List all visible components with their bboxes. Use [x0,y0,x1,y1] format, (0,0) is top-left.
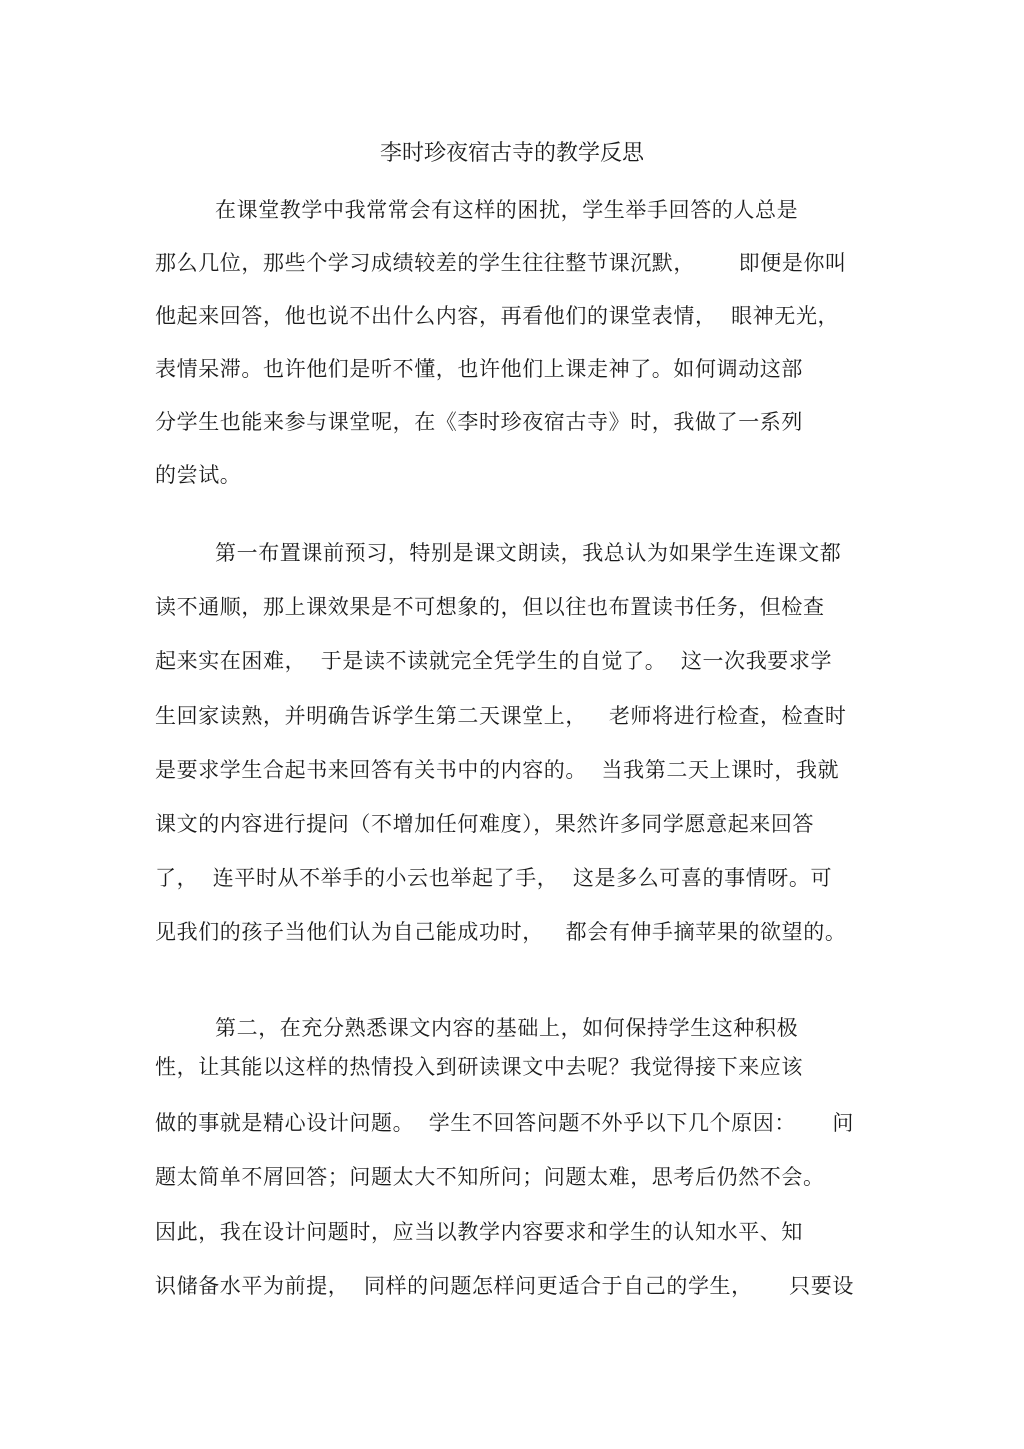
paragraph-1-line-4: 表情呆滞。也许他们是听不懂，也许他们上课走神了。如何调动这部 [155,357,803,381]
paragraph-1-line-6: 的尝试。 [155,463,242,487]
paragraph-2-line-6: 课文的内容进行提问（不增加任何难度），果然许多同学愿意起来回答 [155,812,815,836]
document-title: 李时珍夜宿古寺的教学反思 [379,141,644,166]
paragraph-2-line-5: 是要求学生合起书来回答有关书中的内容的。 当我第二天上课时，我就 [155,758,840,782]
paragraph-1-line-3: 他起来回答，他也说不出什么内容，再看他们的课堂表情， 眼神无光， [155,304,840,328]
paragraph-1-line-1: 在课堂教学中我常常会有这样的困扰，学生举手回答的人总是 [215,198,799,222]
paragraph-2-line-1: 第一布置课前预习，特别是课文朗读，我总认为如果学生连课文都 [215,541,842,565]
paragraph-3-line-2: 性，让其能以这样的热情投入到研读课文中去呢？我觉得接下来应该 [155,1055,803,1079]
paragraph-3-line-6: 识储备水平为前提， 同样的问题怎样问更适合于自己的学生， 只要设 [155,1274,854,1298]
paragraph-2-line-4: 生回家读熟，并明确告诉学生第二天课堂上， 老师将进行检查，检查时 [155,704,847,728]
paragraph-3-line-3: 做的事就是精心设计问题。 学生不回答问题不外乎以下几个原因： 问 [155,1111,854,1135]
paragraph-2-line-2: 读不通顺，那上课效果是不可想象的，但以往也布置读书任务，但检查 [155,595,825,619]
paragraph-1-line-5: 分学生也能来参与课堂呢，在《李时珍夜宿古寺》时，我做了一系列 [155,410,803,434]
paragraph-2-line-3: 起来实在困难， 于是读不读就完全凭学生的自觉了。 这一次我要求学 [155,649,833,673]
paragraph-1-line-2: 那么几位，那些个学习成绩较差的学生往往整节课沉默， 即便是你叫 [155,251,847,275]
paragraph-2-line-7: 了， 连平时从不举手的小云也举起了手， 这是多么可喜的事情呀。可 [155,866,833,890]
paragraph-3-line-1: 第二，在充分熟悉课文内容的基础上，如何保持学生这种积极 [215,1016,799,1040]
paragraph-3-line-4: 题太简单不屑回答；问题太大不知所问；问题太难，思考后仍然不会。 [155,1165,825,1189]
paragraph-2-line-8: 见我们的孩子当他们认为自己能成功时， 都会有伸手摘苹果的欲望的。 [155,920,847,944]
paragraph-3-line-5: 因此，我在设计问题时，应当以教学内容要求和学生的认知水平、知 [155,1220,803,1244]
